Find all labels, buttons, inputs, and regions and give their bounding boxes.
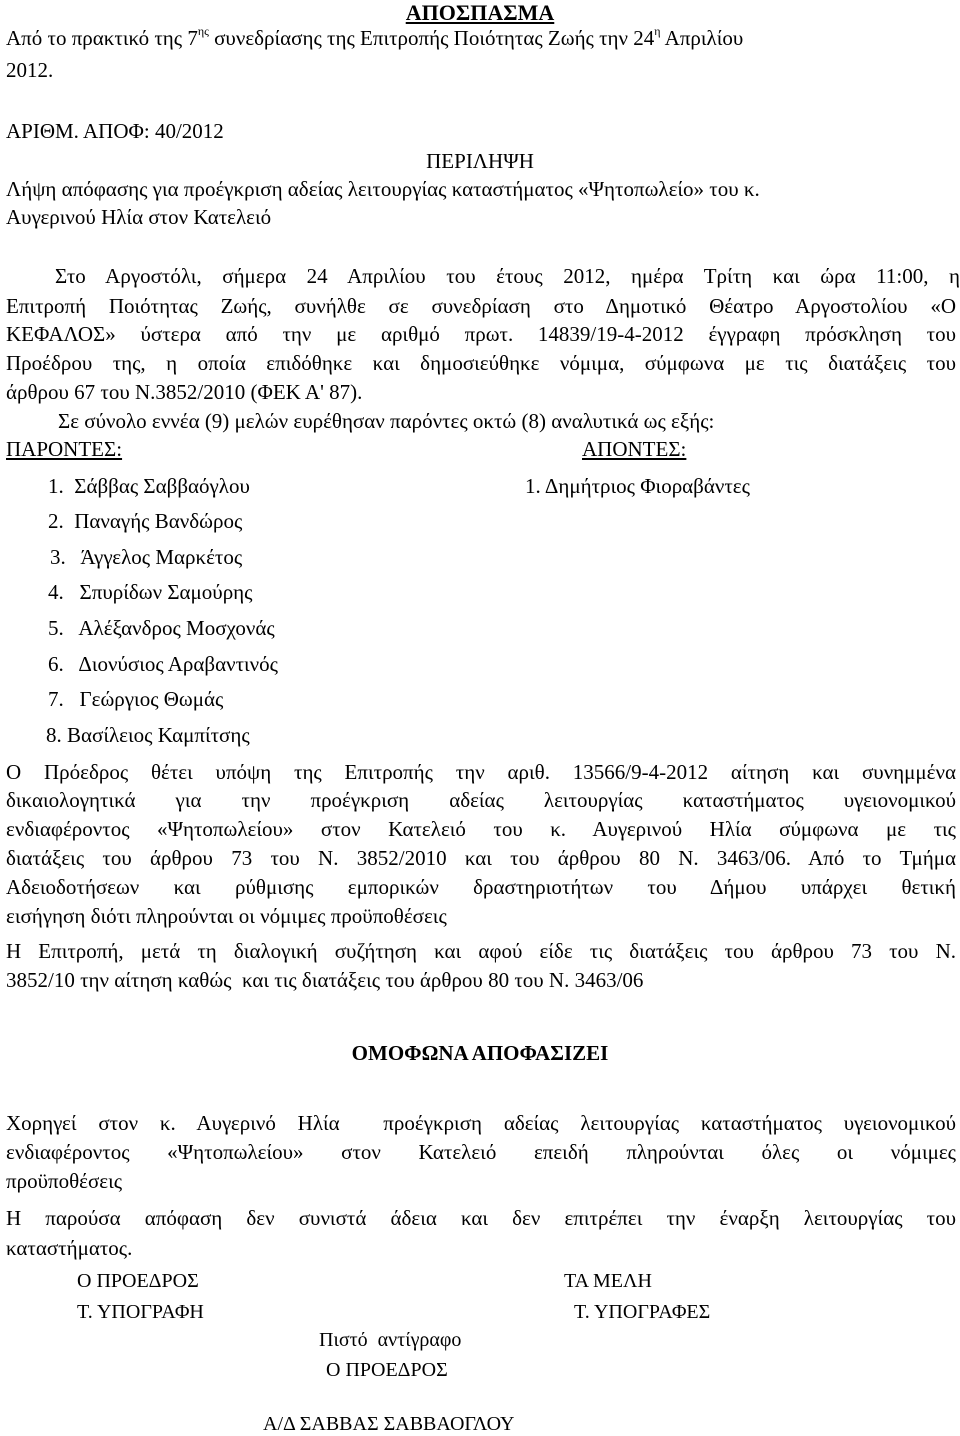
signature-left-sign: Τ. ΥΠΟΓΡΑΦΗ <box>77 1301 204 1323</box>
present-member: 7. Γεώργιος Θωμάς <box>48 687 224 711</box>
intro-sup-2: η <box>654 24 661 38</box>
absent-label: ΑΠΟΝΤΕΣ: <box>582 437 687 461</box>
certified-copy-title: Ο ΠΡΟΕΔΡΟΣ <box>326 1359 448 1381</box>
present-member: 4. Σπυρίδων Σαμούρης <box>48 580 253 604</box>
para1-line-1: Στο Αργοστόλι, σήμερα 24 Απριλίου του έτους 2012, ημέρα Τρίτη και ώρα 11:00, η <box>55 264 960 288</box>
attendance-line: Σε σύνολο εννέα (9) μελών ευρέθησαν παρόντες οκτώ (8) αναλυτικά ως εξής: <box>58 409 715 433</box>
present-member: 3. Άγγελος Μαρκέτος <box>50 545 243 569</box>
decision-number: ΑΡΙΘΜ. ΑΠΟΦ: 40/2012 <box>6 119 224 143</box>
present-member: 6. Διονύσιος Αραβαντινός <box>48 652 278 676</box>
signature-right-sign: Τ. ΥΠΟΓΡΑΦΕΣ <box>574 1301 711 1323</box>
para5-line-1: Η παρούσα απόφαση δεν συνιστά άδεια και δεν επιτρέπει την έναρξη λειτουργίας του <box>6 1206 956 1230</box>
signature-left-title: Ο ΠΡΟΕΔΡΟΣ <box>77 1270 199 1292</box>
para2-line-3: ενδιαφέροντος «Ψητοπωλείου» στον Κατελειό του κ. Αυγερινού Ηλία σύμφωνα με τις <box>6 817 956 841</box>
present-member: 2. Παναγής Βανδώρος <box>48 509 243 533</box>
certified-copy-name: Α/Δ ΣΑΒΒΑΣ ΣΑΒΒΑΟΓΛΟΥ <box>263 1413 515 1435</box>
intro-suffix: Απριλίου <box>660 26 744 50</box>
para2-line-4: διατάξεις του άρθρου 73 του Ν. 3852/2010 και του άρθρου 80 Ν. 3463/06. Από το Τμήμα <box>6 846 956 870</box>
summary-heading: ΠΕΡΙΛΗΨΗ <box>426 149 534 173</box>
para2-line-2: δικαιολογητικά για την προέγκριση αδείας λειτουργίας καταστήματος υγειονομικού <box>6 788 956 812</box>
absent-member: 1. Δημήτριος Φιοραβάντες <box>525 474 750 498</box>
present-member: 1. Σάββας Σαββαόγλου <box>48 474 250 498</box>
present-label: ΠΑΡΟΝΤΕΣ: <box>6 437 123 461</box>
present-member: 5. Αλέξανδρος Μοσχονάς <box>48 616 275 640</box>
para2-line-1: Ο Πρόεδρος θέτει υπόψη της Επιτροπής την αριθ. 13566/9-4-2012 αίτηση και συνημμένα <box>6 760 956 784</box>
intro-line-2: 2012. <box>6 58 54 82</box>
para1-line-4: Προέδρου της, η οποία επιδόθηκε και δημοσιεύθηκε νόμιμα, σύμφωνα με τις διατάξεις του <box>6 351 956 375</box>
summary-line-2: Αυγερινού Ηλία στον Κατελειό <box>6 205 272 229</box>
para2-line-6: εισήγηση διότι πληρούνται οι νόμιμες προϋποθέσεις <box>6 904 447 928</box>
signature-right-title: ΤΑ ΜΕΛΗ <box>564 1270 652 1292</box>
intro-prefix: Από το πρακτικό της 7 <box>6 26 198 50</box>
intro-line <box>6 26 960 53</box>
para1-line-3: ΚΕΦΑΛΟΣ» ύστερα από την με αριθμό πρωτ. 14839/19-4-2012 έγγραφη πρόσκληση του <box>6 322 956 346</box>
para4-line-1: Χορηγεί στον κ. Αυγερινό Ηλία προέγκριση αδείας λειτουργίας καταστήματος υγειονομικού <box>6 1111 956 1135</box>
para2-line-5: Αδειοδοτήσεων και ρύθμισης εμπορικών δραστηριοτήτων του Δήμου υπάρχει θετική <box>6 875 956 899</box>
para4-line-3: προϋποθέσεις <box>6 1169 123 1193</box>
unanimous-heading: ΟΜΟΦΩΝΑ ΑΠΟΦΑΣΙΖΕΙ <box>351 1041 609 1065</box>
document-heading: ΑΠΟΣΠΑΣΜΑ <box>405 0 555 25</box>
para1-line-5: άρθρου 67 του Ν.3852/2010 (ΦΕΚ Α' 87). <box>6 380 363 404</box>
certified-copy-line: Πιστό αντίγραφο <box>319 1329 462 1351</box>
summary-line-1: Λήψη απόφασης για προέγκριση αδείας λειτουργίας καταστήματος «Ψητοπωλείο» του κ. <box>6 177 760 201</box>
para3-line-2: 3852/10 την αίτηση καθώς και τις διατάξεις του άρθρου 80 του Ν. 3463/06 <box>6 968 644 992</box>
present-member: 8. Βασίλειος Καμπίτσης <box>46 723 250 747</box>
intro-middle: συνεδρίασης της Επιτροπής Ποιότητας Ζωής την 24 <box>208 26 655 50</box>
para3-line-1: Η Επιτροπή, μετά τη διαλογική συζήτηση και αφού είδε τις διατάξεις του άρθρου 73 του Ν. <box>6 939 956 963</box>
intro-sup-1: ης <box>197 24 209 38</box>
para4-line-2: ενδιαφέροντος «Ψητοπωλείου» στον Κατελειό επειδή πληρούνται όλες οι νόμιμες <box>6 1140 956 1164</box>
para5-line-2: καταστήματος. <box>6 1236 133 1260</box>
para1-line-2: Επιτροπή Ποιότητας Ζωής, συνήλθε σε συνεδρίαση στο Δημοτικό Θέατρο Αργοστολίου «Ο <box>6 294 956 318</box>
